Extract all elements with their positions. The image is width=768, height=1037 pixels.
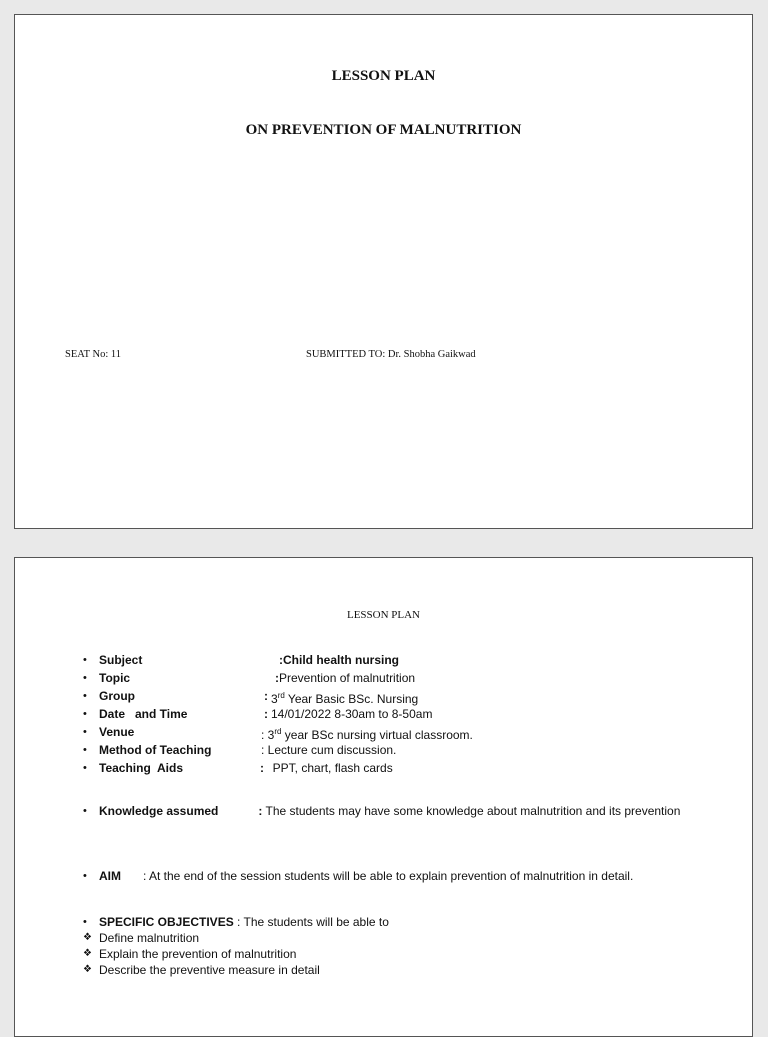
bullet-icon: •: [83, 744, 87, 756]
detail-label: Method of Teaching: [99, 743, 212, 757]
specific-objectives: [83, 914, 703, 978]
knowledge-label: Knowledge assumed: [99, 804, 219, 818]
bullet-icon: •: [83, 708, 87, 720]
cover-subtitle: ON PREVENTION OF MALNUTRITION: [245, 122, 522, 138]
submitted-to: SUBMITTED TO: Dr. Shobha Gaikwad: [306, 349, 476, 360]
bullet-icon: •: [83, 870, 87, 882]
lesson-plan-heading: LESSON PLAN: [346, 609, 421, 621]
bullet-icon: •: [83, 726, 87, 738]
objectives-label: SPECIFIC OBJECTIVES: [99, 915, 234, 929]
knowledge-colon: :: [258, 804, 263, 818]
objectives-intro: : The students will be able to: [233, 915, 389, 929]
detail-label: Date and Time: [99, 707, 188, 721]
aim-label: AIM: [99, 869, 121, 883]
bullet-icon: •: [83, 672, 87, 684]
detail-value: PPT, chart, flash cards: [266, 761, 393, 775]
aim-section: [83, 867, 743, 885]
aim-text: : At the end of the session students will be able to explain prevention of malnutrition in detail.: [143, 869, 634, 883]
bullet-icon: •: [83, 690, 87, 702]
diamond-bullet-icon: ❖: [83, 964, 92, 975]
detail-colon: :: [264, 707, 268, 721]
detail-label: Topic: [99, 671, 131, 685]
bullet-icon: •: [83, 805, 87, 817]
detail-value: 3rd Year Basic BSc. Nursing: [271, 691, 419, 706]
detail-value: : Lecture cum discussion.: [261, 743, 397, 757]
bullet-icon: •: [83, 654, 87, 666]
detail-value: : 3rd year BSc nursing virtual classroom.: [261, 727, 473, 742]
diamond-bullet-icon: ❖: [83, 932, 92, 943]
detail-label: Teaching Aids: [99, 761, 184, 775]
detail-colon: :: [260, 761, 264, 775]
detail-value: 14/01/2022 8-30am to 8-50am: [271, 707, 433, 721]
diamond-bullet-icon: ❖: [83, 948, 92, 959]
cover-page: [14, 14, 753, 529]
cover-title: LESSON PLAN: [331, 68, 436, 84]
detail-colon: :: [264, 689, 268, 703]
detail-label: Subject: [99, 653, 143, 667]
bullet-icon: •: [83, 762, 87, 774]
lesson-plan-page: [14, 557, 753, 1037]
detail-value: :Child health nursing: [279, 653, 399, 667]
detail-colon: :: [275, 671, 279, 685]
objective-item: ❖ Describe the preventive measure in detail: [83, 963, 320, 977]
objective-item: ❖ Explain the prevention of malnutrition: [83, 947, 297, 961]
knowledge-assumed: [83, 802, 703, 820]
objective-item: ❖ Define malnutrition: [83, 931, 200, 945]
detail-label: Group: [99, 689, 135, 703]
bullet-icon: •: [83, 916, 87, 928]
knowledge-text: The students may have some knowledge about malnutrition and its prevention: [262, 804, 681, 818]
detail-label: Venue: [99, 725, 135, 739]
detail-value: Prevention of malnutrition: [279, 671, 416, 685]
seat-number: SEAT No: 11: [65, 349, 122, 360]
